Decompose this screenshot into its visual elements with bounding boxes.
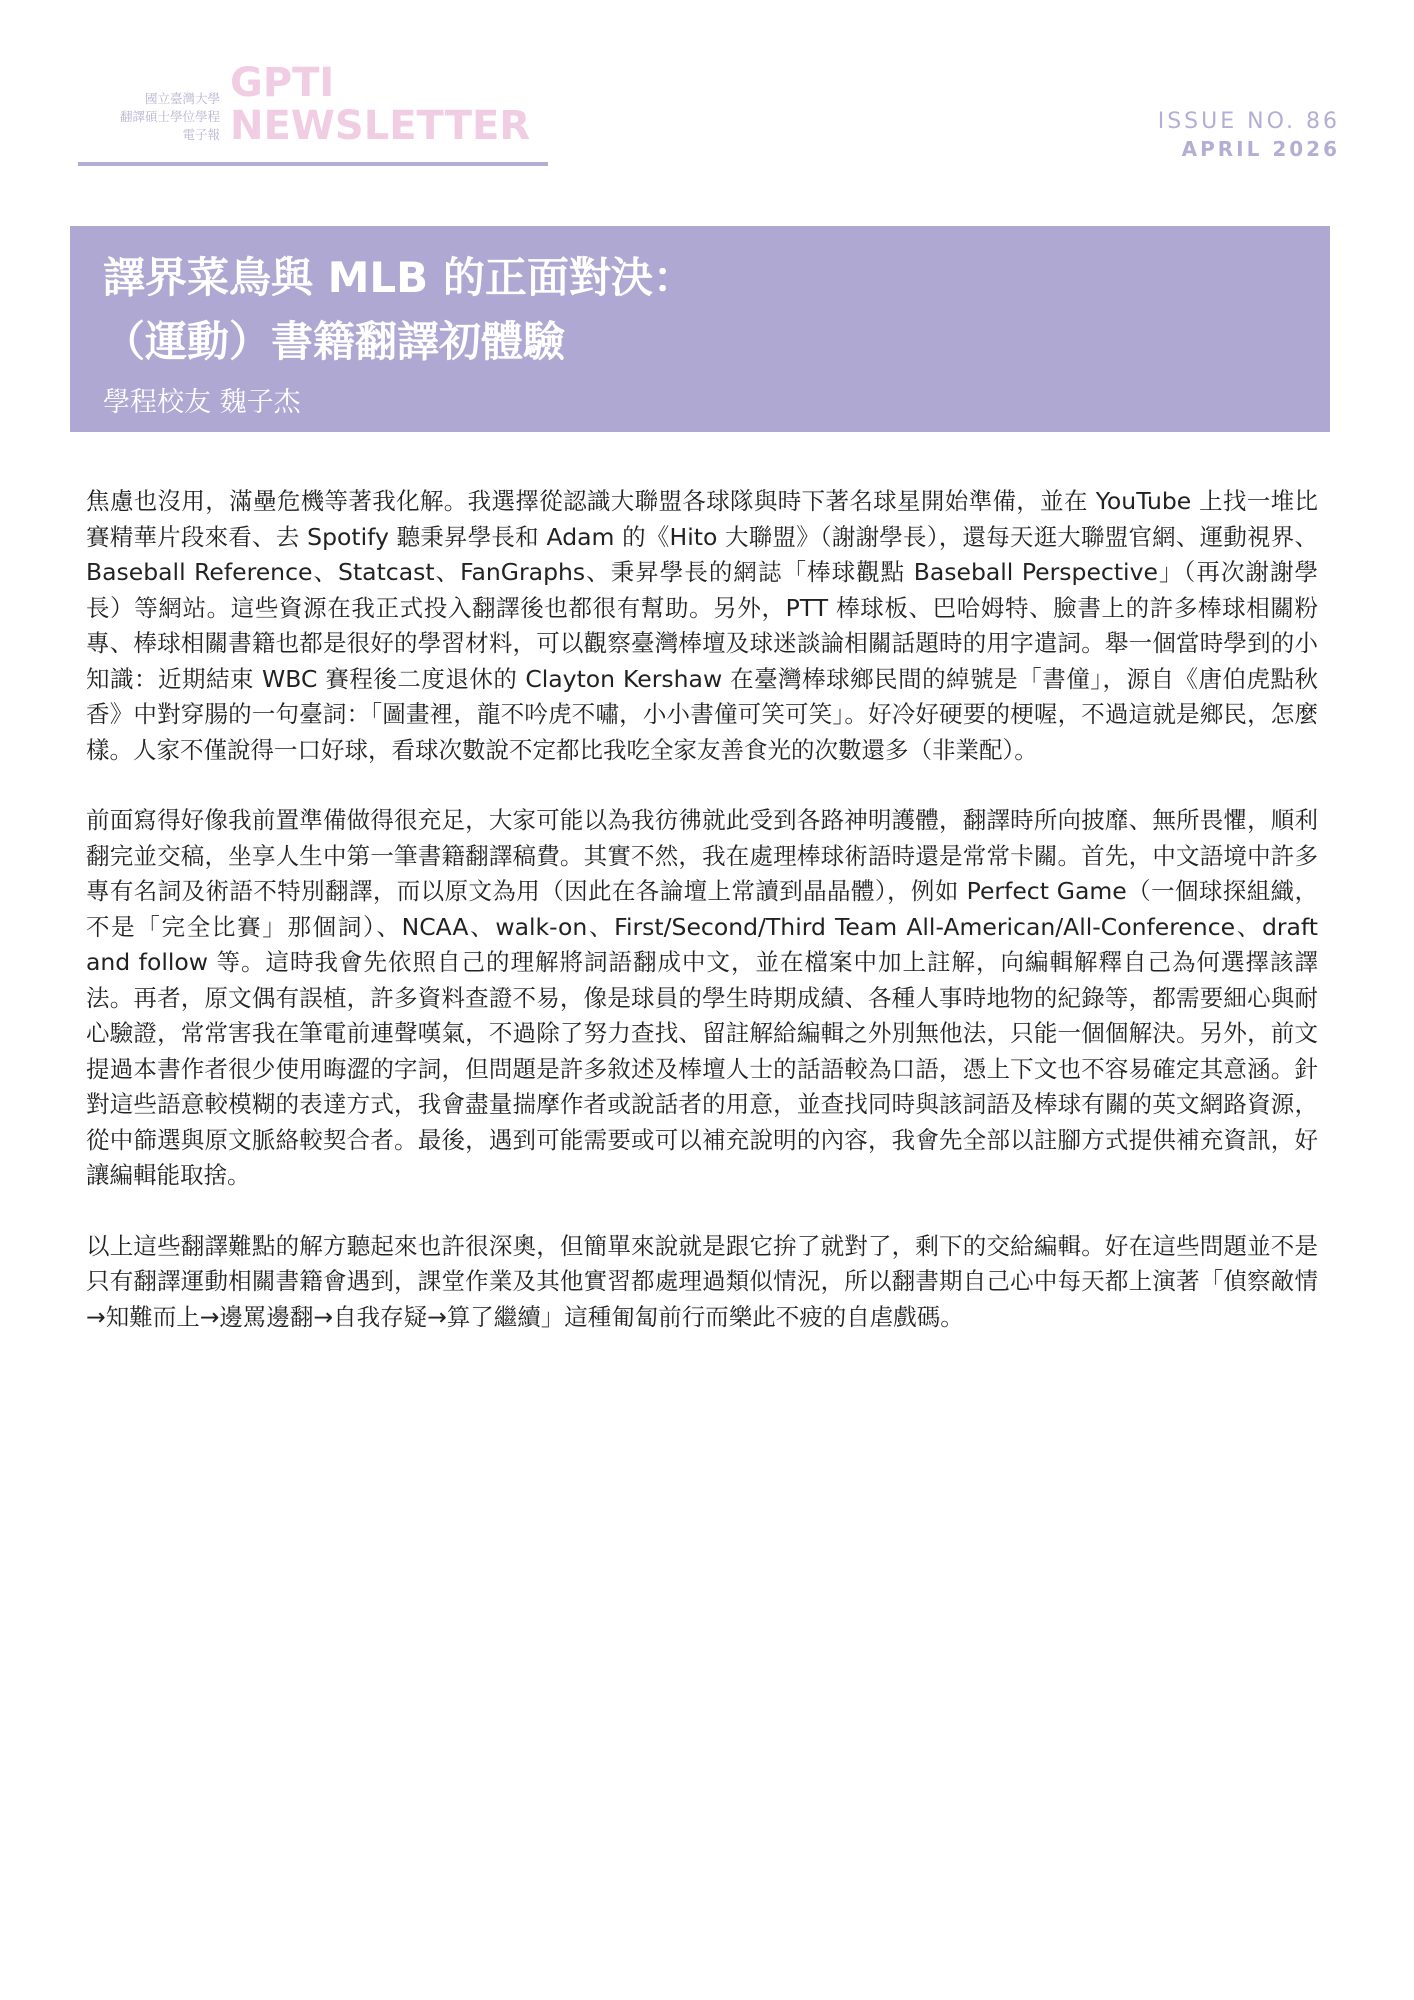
- logo-line-newsletter: NEWSLETTER: [230, 103, 531, 149]
- masthead-divider: [78, 162, 548, 166]
- issue-number: ISSUE NO. 86: [1157, 109, 1340, 134]
- school-line-program: 翻譯碩士學位學程: [119, 109, 220, 124]
- article-title-line-1: 譯界菜鳥與 MLB 的正面對決：: [103, 253, 695, 302]
- school-line-newsletter: 電子報: [182, 127, 220, 142]
- newsletter-masthead: [78, 62, 548, 166]
- article-title-line-2: （運動）書籍翻譯初體驗: [103, 317, 566, 366]
- article-paragraph: 焦慮也沒用，滿壘危機等著我化解。我選擇從認識大聯盟各球隊與時下著名球星開始準備，並在 YouTube 上找一堆比賽精華片段來看、去 Spotify 聽秉昇學長和 Adam 的《Hito 大聯盟》（謝謝學長），還每天逛大聯盟官網、運動視界、Baseball Reference、Statcast、FanGraphs、秉昇學長的網誌「棒球觀點 Baseball Perspective」（再次謝謝學長）等網站。這些資源在我正式投入翻譯後也都很有幫助。另外，PTT 棒球板、巴哈姆特、臉書上的許多棒球相關粉專、棒球相關書籍也都是很好的學習材料，可以觀察臺灣棒壇及球迷談論相關話題時的用字遣詞。舉一個當時學到的小知識：近期結束 WBC 賽程後二度退休的 Clayton Kershaw 在臺灣棒球鄉民間的綽號是「書僮」，源自《唐伯虎點秋香》中對穿腸的一句臺詞：「圖畫裡，龍不吟虎不嘯，小小書僮可笑可笑」。好冷好硬要的梗喔，不過這就是鄉民，怎麼樣。人家不僅說得一口好球，看球次數說不定都比我吃全家友善食光的次數還多（非業配）。: [86, 487, 1318, 764]
- issue-info: [1158, 108, 1340, 162]
- issue-date: APRIL 2026: [1181, 137, 1340, 161]
- article-title-banner: [70, 226, 1330, 432]
- article-paragraph: 以上這些翻譯難點的解方聽起來也許很深奧，但簡單來說就是跟它拚了就對了，剩下的交給編輯。好在這些問題並不是只有翻譯運動相關書籍會遇到，課堂作業及其他實習都處理過類似情況，所以翻書期自己心中每天都上演著「偵察敵情→知難而上→邊罵邊翻→自我存疑→算了繼續」這種匍匐前行而樂此不疲的自虐戲碼。: [86, 1231, 1318, 1331]
- article-title: [103, 246, 1303, 374]
- article-body: [86, 484, 1318, 1370]
- school-line-university: 國立臺灣大學: [144, 91, 220, 106]
- article-author: 學程校友 魏子杰: [103, 387, 301, 418]
- article-paragraph: 前面寫得好像我前置準備做得很充足，大家可能以為我彷彿就此受到各路神明護體，翻譯時所向披靡、無所畏懼，順利翻完並交稿，坐享人生中第一筆書籍翻譯稿費。其實不然，我在處理棒球術語時還是常常卡關。首先，中文語境中許多專有名詞及術語不特別翻譯，而以原文為用（因此在各論壇上常讀到晶晶體），例如 Perfect Game（一個球探組織，不是「完全比賽」那個詞）、NCAA、walk-on、First/Second/Third Team All-American/All-Conference、draft and follow 等。這時我會先依照自己的理解將詞語翻成中文，並在檔案中加上註解，向編輯解釋自己為何選擇該譯法。再者，原文偶有誤植，許多資料查證不易，像是球員的學生時期成績、各種人事時地物的紀錄等，都需要細心與耐心驗證，常常害我在筆電前連聲嘆氣，不過除了努力查找、留註解給編輯之外別無他法，只能一個個解決。另外，前文提過本書作者很少使用晦澀的字詞，但問題是許多敘述及棒壇人士的話語較為口語，憑上下文也不容易確定其意涵。針對這些語意較模糊的表達方式，我會盡量揣摩作者或說話者的用意，並查找同時與該詞語及棒球有關的英文網路資源，從中篩選與原文脈絡較契合者。最後，遇到可能需要或可以補充說明的內容，我會先全部以註腳方式提供補充資訊，好讓編輯能取捨。: [86, 806, 1318, 1189]
- logo-line-gpti: GPTI: [230, 60, 335, 106]
- newsletter-logo: [230, 62, 530, 148]
- school-name: [78, 90, 220, 144]
